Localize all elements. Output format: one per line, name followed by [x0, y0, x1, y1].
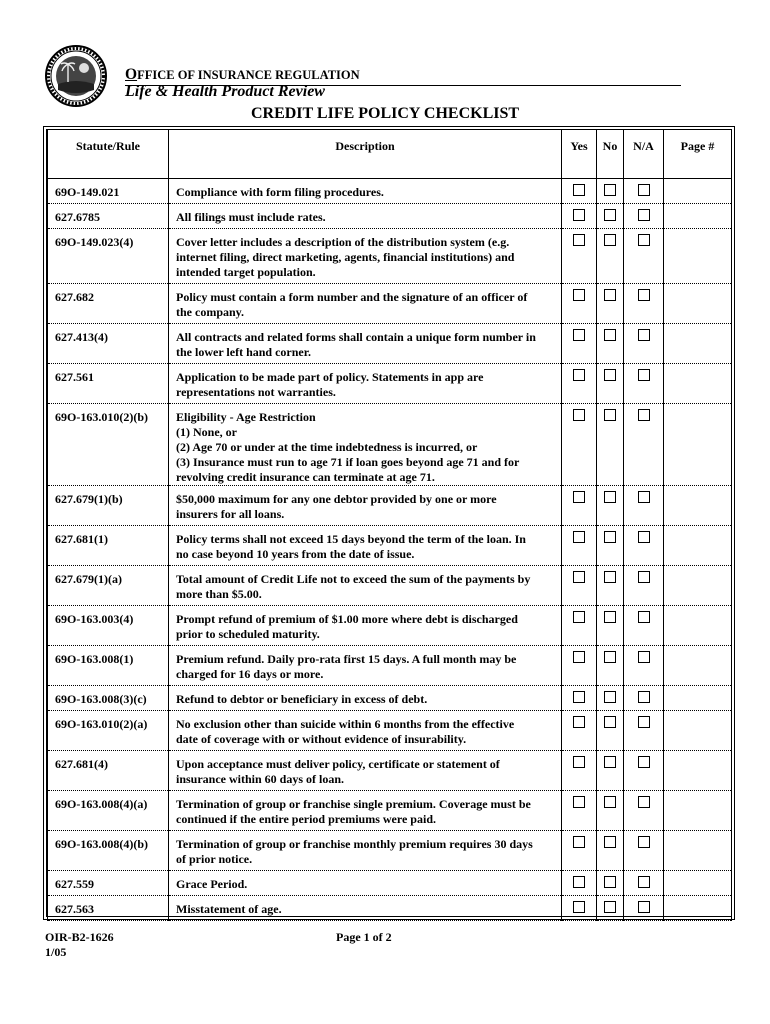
yes-cell [562, 565, 597, 605]
yes-checkbox[interactable] [573, 289, 585, 301]
page-cell[interactable] [664, 750, 732, 790]
description-cell [169, 790, 562, 830]
statute-cell: 627.682 [48, 283, 169, 323]
description-line: insurers for all loans. [176, 506, 285, 521]
na-cell [624, 685, 664, 710]
na-checkbox[interactable] [638, 531, 650, 543]
na-checkbox[interactable] [638, 209, 650, 221]
form-date: 1/05 [45, 945, 67, 959]
na-cell [624, 525, 664, 565]
no-checkbox[interactable] [604, 409, 616, 421]
statute-cell: 627.561 [48, 363, 169, 403]
column-header-statute: Statute/Rule [48, 130, 169, 178]
na-cell [624, 485, 664, 525]
no-checkbox[interactable] [604, 901, 616, 913]
description-cell [169, 283, 562, 323]
no-cell [597, 525, 624, 565]
table-row [48, 363, 732, 403]
yes-checkbox[interactable] [573, 369, 585, 381]
no-cell [597, 895, 624, 920]
no-checkbox[interactable] [604, 691, 616, 703]
na-cell [624, 870, 664, 895]
na-cell [624, 790, 664, 830]
na-cell [624, 178, 664, 203]
description-cell [169, 203, 562, 228]
statute-cell: 627.6785 [48, 203, 169, 228]
description-line: Eligibility - Age Restriction [176, 409, 316, 424]
na-checkbox[interactable] [638, 836, 650, 848]
description-cell [169, 710, 562, 750]
page-cell[interactable] [664, 403, 732, 485]
na-cell [624, 605, 664, 645]
na-checkbox[interactable] [638, 756, 650, 768]
statute-cell: 69O-163.003(4) [48, 605, 169, 645]
yes-checkbox[interactable] [573, 651, 585, 663]
description-line: Cover letter includes a description of the distribution system (e.g. [176, 234, 510, 249]
table-row [48, 203, 732, 228]
statute-cell: 69O-163.008(3)(c) [48, 685, 169, 710]
page-cell[interactable] [664, 685, 732, 710]
page-cell[interactable] [664, 565, 732, 605]
no-checkbox[interactable] [604, 531, 616, 543]
table-row [48, 895, 732, 920]
na-cell [624, 363, 664, 403]
na-checkbox[interactable] [638, 571, 650, 583]
description-cell [169, 750, 562, 790]
description-line: insurance within 60 days of loan. [176, 771, 345, 786]
na-cell [624, 895, 664, 920]
table-header-row [48, 130, 732, 178]
yes-checkbox[interactable] [573, 234, 585, 246]
column-header-description: Description [169, 130, 562, 178]
na-checkbox[interactable] [638, 234, 650, 246]
statute-cell: 69O-163.010(2)(b) [48, 403, 169, 485]
yes-checkbox[interactable] [573, 329, 585, 341]
description-cell [169, 870, 562, 895]
yes-cell [562, 178, 597, 203]
no-checkbox[interactable] [604, 369, 616, 381]
description-line: of prior notice. [176, 851, 253, 866]
page-cell[interactable] [664, 283, 732, 323]
page-number: Page 1 of 2 [336, 930, 392, 944]
no-cell [597, 363, 624, 403]
description-line: $50,000 maximum for any one debtor provided by one or more [176, 491, 497, 506]
state-seal-icon [44, 44, 108, 108]
yes-cell [562, 645, 597, 685]
yes-cell [562, 790, 597, 830]
yes-checkbox[interactable] [573, 716, 585, 728]
na-checkbox[interactable] [638, 409, 650, 421]
no-checkbox[interactable] [604, 329, 616, 341]
page-cell[interactable] [664, 645, 732, 685]
page-cell[interactable] [664, 525, 732, 565]
description-cell [169, 178, 562, 203]
table-row [48, 323, 732, 363]
table-row [48, 525, 732, 565]
no-checkbox[interactable] [604, 876, 616, 888]
na-checkbox[interactable] [638, 289, 650, 301]
no-checkbox[interactable] [604, 611, 616, 623]
description-cell [169, 525, 562, 565]
yes-cell [562, 710, 597, 750]
column-header-page: Page # [664, 130, 732, 178]
form-number-code: OIR-B2-1626 [45, 930, 114, 944]
no-cell [597, 565, 624, 605]
description-line: Prompt refund of premium of $1.00 more where debt is discharged [176, 611, 518, 626]
column-header-yes: Yes [562, 130, 597, 178]
yes-checkbox[interactable] [573, 901, 585, 913]
page-cell[interactable] [664, 323, 732, 363]
description-line: Refund to debtor or beneficiary in excess of debt. [176, 691, 428, 706]
page-cell[interactable] [664, 228, 732, 283]
description-line: representations not warranties. [176, 384, 336, 399]
na-cell [624, 403, 664, 485]
description-line: Upon acceptance must deliver policy, certificate or statement of [176, 756, 500, 771]
column-header-no: No [597, 130, 624, 178]
form-number [45, 930, 114, 960]
statute-cell: 627.681(1) [48, 525, 169, 565]
table-row [48, 645, 732, 685]
table-row [48, 228, 732, 283]
yes-cell [562, 685, 597, 710]
page-cell[interactable] [664, 830, 732, 870]
page-cell[interactable] [664, 485, 732, 525]
description-line: (3) Insurance must run to age 71 if loan goes beyond age 71 and for [176, 454, 520, 469]
checklist-table [47, 130, 732, 921]
page-title: CREDIT LIFE POLICY CHECKLIST [250, 105, 520, 122]
no-cell [597, 203, 624, 228]
description-line: All contracts and related forms shall contain a unique form number in [176, 329, 536, 344]
na-checkbox[interactable] [638, 796, 650, 808]
yes-cell [562, 323, 597, 363]
table-row [48, 870, 732, 895]
no-checkbox[interactable] [604, 209, 616, 221]
description-cell [169, 645, 562, 685]
table-row [48, 403, 732, 485]
na-cell [624, 203, 664, 228]
description-cell [169, 830, 562, 870]
description-line: revolving credit insurance can terminate at age 71. [176, 469, 435, 484]
na-cell [624, 283, 664, 323]
na-checkbox[interactable] [638, 651, 650, 663]
no-checkbox[interactable] [604, 651, 616, 663]
description-line: the lower left hand corner. [176, 344, 311, 359]
na-cell [624, 565, 664, 605]
no-checkbox[interactable] [604, 289, 616, 301]
description-line: Compliance with form filing procedures. [176, 184, 384, 199]
na-cell [624, 323, 664, 363]
no-cell [597, 870, 624, 895]
office-name: OFFICE OF INSURANCE REGULATION [125, 66, 681, 86]
na-checkbox[interactable] [638, 491, 650, 503]
yes-checkbox[interactable] [573, 491, 585, 503]
no-checkbox[interactable] [604, 716, 616, 728]
description-line: charged for 16 days or more. [176, 666, 324, 681]
table-row [48, 283, 732, 323]
page-cell[interactable] [664, 895, 732, 920]
no-cell [597, 685, 624, 710]
description-cell [169, 565, 562, 605]
description-line: Misstatement of age. [176, 901, 282, 916]
na-checkbox[interactable] [638, 691, 650, 703]
description-line: Premium refund. Daily pro-rata first 15 days. A full month may be [176, 651, 517, 666]
description-line: prior to scheduled maturity. [176, 626, 320, 641]
page-cell[interactable] [664, 363, 732, 403]
yes-cell [562, 228, 597, 283]
no-cell [597, 605, 624, 645]
statute-cell: 69O-149.023(4) [48, 228, 169, 283]
statute-cell: 627.679(1)(b) [48, 485, 169, 525]
description-cell [169, 605, 562, 645]
yes-cell [562, 203, 597, 228]
statute-cell: 69O-163.008(1) [48, 645, 169, 685]
no-cell [597, 485, 624, 525]
page-cell[interactable] [664, 710, 732, 750]
yes-cell [562, 525, 597, 565]
description-line: Termination of group or franchise monthly premium requires 30 days [176, 836, 533, 851]
yes-checkbox[interactable] [573, 209, 585, 221]
description-line: Total amount of Credit Life not to exceed the sum of the payments by [176, 571, 531, 586]
yes-cell [562, 895, 597, 920]
yes-cell [562, 485, 597, 525]
description-cell [169, 485, 562, 525]
description-cell [169, 685, 562, 710]
checklist-frame [43, 126, 735, 920]
table-row [48, 830, 732, 870]
description-line: Grace Period. [176, 876, 248, 891]
table-row [48, 485, 732, 525]
na-cell [624, 710, 664, 750]
description-line: no case beyond 10 years from the date of issue. [176, 546, 415, 561]
yes-cell [562, 870, 597, 895]
no-checkbox[interactable] [604, 756, 616, 768]
no-cell [597, 750, 624, 790]
yes-checkbox[interactable] [573, 876, 585, 888]
na-cell [624, 228, 664, 283]
description-cell [169, 403, 562, 485]
yes-checkbox[interactable] [573, 184, 585, 196]
yes-checkbox[interactable] [573, 756, 585, 768]
description-cell [169, 323, 562, 363]
yes-checkbox[interactable] [573, 611, 585, 623]
description-line: internet filing, direct marketing, agents, financial institutions) and [176, 249, 515, 264]
no-checkbox[interactable] [604, 234, 616, 246]
description-line: date of coverage with or without evidence of insurability. [176, 731, 467, 746]
na-checkbox[interactable] [638, 329, 650, 341]
statute-cell: 627.563 [48, 895, 169, 920]
description-line: (1) None, or [176, 424, 237, 439]
yes-checkbox[interactable] [573, 691, 585, 703]
na-cell [624, 830, 664, 870]
na-cell [624, 645, 664, 685]
document-subtitle: Life & Health Product Review [125, 83, 325, 100]
no-cell [597, 178, 624, 203]
table-row [48, 605, 732, 645]
na-cell [624, 750, 664, 790]
description-line: the company. [176, 304, 245, 319]
description-line: Policy terms shall not exceed 15 days beyond the term of the loan. In [176, 531, 526, 546]
description-line: (2) Age 70 or under at the time indebtedness is incurred, or [176, 439, 478, 454]
description-line: continued if the entire period premiums were paid. [176, 811, 436, 826]
no-checkbox[interactable] [604, 796, 616, 808]
no-checkbox[interactable] [604, 836, 616, 848]
na-checkbox[interactable] [638, 901, 650, 913]
yes-cell [562, 750, 597, 790]
description-line: No exclusion other than suicide within 6 months from the effective [176, 716, 515, 731]
na-checkbox[interactable] [638, 369, 650, 381]
statute-cell: 627.559 [48, 870, 169, 895]
na-checkbox[interactable] [638, 611, 650, 623]
description-line: Application to be made part of policy. Statements in app are [176, 369, 484, 384]
yes-cell [562, 830, 597, 870]
na-checkbox[interactable] [638, 716, 650, 728]
statute-cell: 69O-163.008(4)(b) [48, 830, 169, 870]
yes-cell [562, 363, 597, 403]
description-line: intended target population. [176, 264, 316, 279]
description-line: All filings must include rates. [176, 209, 326, 224]
table-row [48, 685, 732, 710]
yes-checkbox[interactable] [573, 531, 585, 543]
page-cell[interactable] [664, 870, 732, 895]
no-checkbox[interactable] [604, 571, 616, 583]
table-row [48, 565, 732, 605]
description-cell [169, 895, 562, 920]
statute-cell: 69O-163.008(4)(a) [48, 790, 169, 830]
statute-cell: 69O-149.021 [48, 178, 169, 203]
no-checkbox[interactable] [604, 184, 616, 196]
statute-cell: 627.681(4) [48, 750, 169, 790]
yes-checkbox[interactable] [573, 571, 585, 583]
page-cell[interactable] [664, 203, 732, 228]
description-cell [169, 228, 562, 283]
description-cell [169, 363, 562, 403]
table-row [48, 710, 732, 750]
no-cell [597, 790, 624, 830]
yes-checkbox[interactable] [573, 409, 585, 421]
yes-cell [562, 605, 597, 645]
yes-checkbox[interactable] [573, 796, 585, 808]
no-cell [597, 710, 624, 750]
statute-cell: 627.413(4) [48, 323, 169, 363]
description-line: Policy must contain a form number and the signature of an officer of [176, 289, 528, 304]
na-checkbox[interactable] [638, 876, 650, 888]
table-row [48, 750, 732, 790]
yes-checkbox[interactable] [573, 836, 585, 848]
yes-cell [562, 403, 597, 485]
no-cell [597, 403, 624, 485]
no-cell [597, 283, 624, 323]
na-checkbox[interactable] [638, 184, 650, 196]
yes-cell [562, 283, 597, 323]
page-cell[interactable] [664, 178, 732, 203]
no-cell [597, 645, 624, 685]
statute-cell: 69O-163.010(2)(a) [48, 710, 169, 750]
no-checkbox[interactable] [604, 491, 616, 503]
page-cell[interactable] [664, 605, 732, 645]
no-cell [597, 323, 624, 363]
table-row [48, 178, 732, 203]
description-line: Termination of group or franchise single premium. Coverage must be [176, 796, 531, 811]
column-header-na: N/A [624, 130, 664, 178]
no-cell [597, 228, 624, 283]
table-row [48, 790, 732, 830]
statute-cell: 627.679(1)(a) [48, 565, 169, 605]
page-cell[interactable] [664, 790, 732, 830]
no-cell [597, 830, 624, 870]
description-line: more than $5.00. [176, 586, 262, 601]
